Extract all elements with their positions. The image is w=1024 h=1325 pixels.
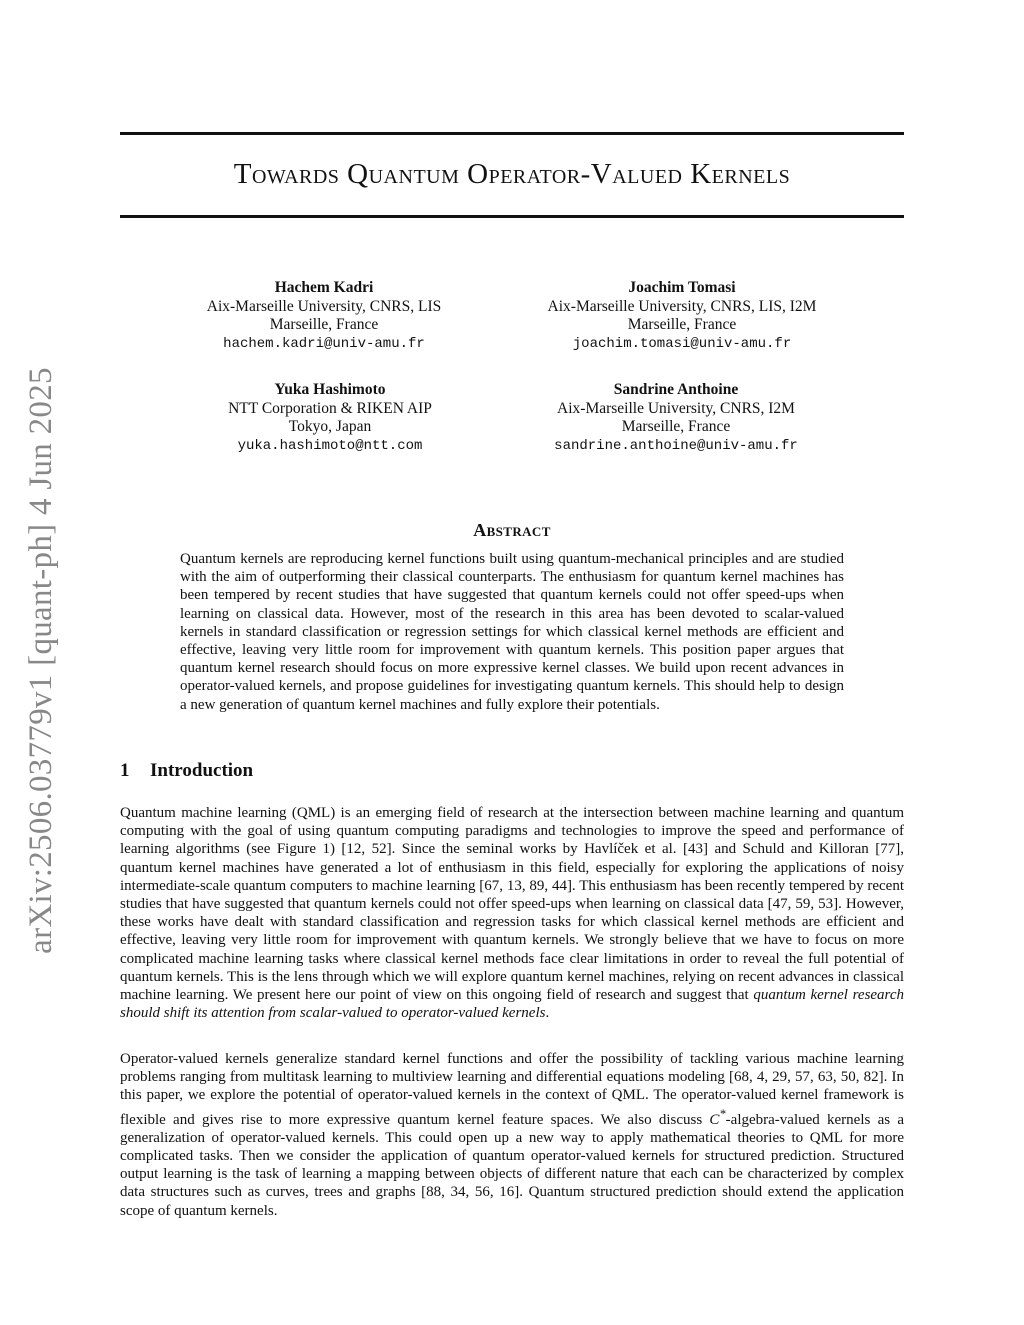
author-affiliation: Aix-Marseille University, CNRS, I2M <box>557 399 795 417</box>
author-email[interactable]: sandrine.anthoine@univ-amu.fr <box>554 437 798 454</box>
section-number: 1 <box>120 760 130 781</box>
abstract-text: Quantum kernels are reproducing kernel functions built using quantum-mechanical principles and are studied with the aim of outperforming their classical counterparts. The enthusiasm for quantum kernel machines has been tempered by recent studies that have suggested that quantum kernels could not offer speed-ups when learning on classical data. However, most of the research in this area has been devoted to scalar-valued kernels in standard classification or regression settings for which classical kernel methods are efficient and effective, leaving very little room for improvement with quantum kernels. This position paper argues that quantum kernel research should focus on more expressive kernel classes. We build upon recent advances in operator-valued kernels, and propose guidelines for investigating quantum kernels. This should help to design a new generation of quantum kernel machines and fully explore their potentials. <box>180 551 844 713</box>
paragraph-end: . <box>545 1005 550 1022</box>
author-affiliation: Aix-Marseille University, CNRS, LIS <box>206 297 442 315</box>
paper-title: Towards Quantum Operator-Valued Kernels <box>233 158 791 190</box>
title-bottom-rule <box>120 215 904 218</box>
author-block <box>516 381 836 455</box>
author-name: Yuka Hashimoto <box>274 381 386 398</box>
author-email[interactable]: yuka.hashimoto@ntt.com <box>237 437 423 454</box>
emphasis-text: quantum kernel research should shift its attention from scalar-valued to operator-valued kernels <box>120 987 904 1022</box>
author-name: Sandrine Anthoine <box>613 381 739 398</box>
abstract-heading: Abstract <box>473 520 551 540</box>
section-heading <box>120 760 253 782</box>
author-name: Hachem Kadri <box>274 279 374 296</box>
author-affiliation: NTT Corporation & RIKEN AIP <box>228 399 432 417</box>
author-block <box>164 279 484 353</box>
math-c-star <box>709 1106 726 1128</box>
intro-paragraph-1 <box>120 804 904 1022</box>
arxiv-identifier-text: arXiv:2506.03779v1 [quant-ph] 4 Jun 2025 <box>22 366 59 954</box>
math-base: C <box>709 1111 720 1128</box>
paragraph-text: Quantum machine learning (QML) is an emerging field of research at the intersection between machine learning and quantum computing with the goal of using quantum computing paradigms and technologies to improve the speed and performance of learning algorithms (see Figure 1) [12, 52]. Since the seminal works by Havlíček et al. [43] and Schuld and Killoran [77], quantum kernel machines have generated a lot of enthusiasm in this field, especially for exploring the applications of noisy intermediate-scale quantum computers to machine learning [67, 13, 89, 44]. This enthusiasm has been recently tempered by recent studies that have suggested that quantum kernels could not offer speed-ups when learning on classical data [47, 59, 53]. However, these works have dealt with standard classification and regression tasks for which classical kernel methods are efficient and effective, leaving very little room for improvement with quantum kernels. We strongly believe that we have to focus on more complicated machine learning tasks where classical kernel methods face clear limitations in order to reveal the full potential of quantum kernels. This is the lens through which we will explore quantum kernel machines, relying on recent advances in classical machine learning. We present here our point of view on this ongoing field of research and suggest that <box>120 805 904 1004</box>
author-affiliation: Aix-Marseille University, CNRS, LIS, I2M <box>547 297 817 315</box>
author-block <box>170 381 490 455</box>
math-superscript: * <box>719 1106 726 1121</box>
intro-paragraph-2 <box>120 1050 904 1220</box>
paragraph-text-continued: -algebra-valued kernels as a generalization of operator-valued kernels. This could open up a new way to apply mathematical theories to QML for more complicated tasks. Then we consider the application of quantum operator-valued kernels for structured prediction. Structured output learning is the task of learning a mapping between objects of different nature that each can be characterized by complex data structures such as curves, trees and graphs [88, 34, 56, 16]. Quantum structured prediction should extend the application scope of quantum kernels. <box>120 1111 904 1219</box>
arxiv-side-identifier <box>12 360 70 960</box>
author-email[interactable]: hachem.kadri@univ-amu.fr <box>223 335 425 352</box>
section-title: Introduction <box>150 760 254 781</box>
author-email[interactable]: joachim.tomasi@univ-amu.fr <box>572 335 792 352</box>
author-location: Marseille, France <box>621 418 731 435</box>
author-location: Tokyo, Japan <box>288 418 372 435</box>
author-name: Joachim Tomasi <box>628 279 736 296</box>
author-location: Marseille, France <box>269 316 379 333</box>
title-top-rule <box>120 132 904 135</box>
paragraph-text: Operator-valued kernels generalize standard kernel functions and offer the possibility of tackling various machine learning problems ranging from multitask learning to multiview learning and differential equations modeling [68, 4, 29, 57, 63, 50, 82]. In this paper, we explore the potential of operator-valued kernels in the context of QML. The operator-valued kernel framework is flexible and gives rise to more expressive quantum kernel feature spaces. We also discuss <box>120 1051 904 1128</box>
author-location: Marseille, France <box>627 316 737 333</box>
author-block <box>522 279 842 353</box>
